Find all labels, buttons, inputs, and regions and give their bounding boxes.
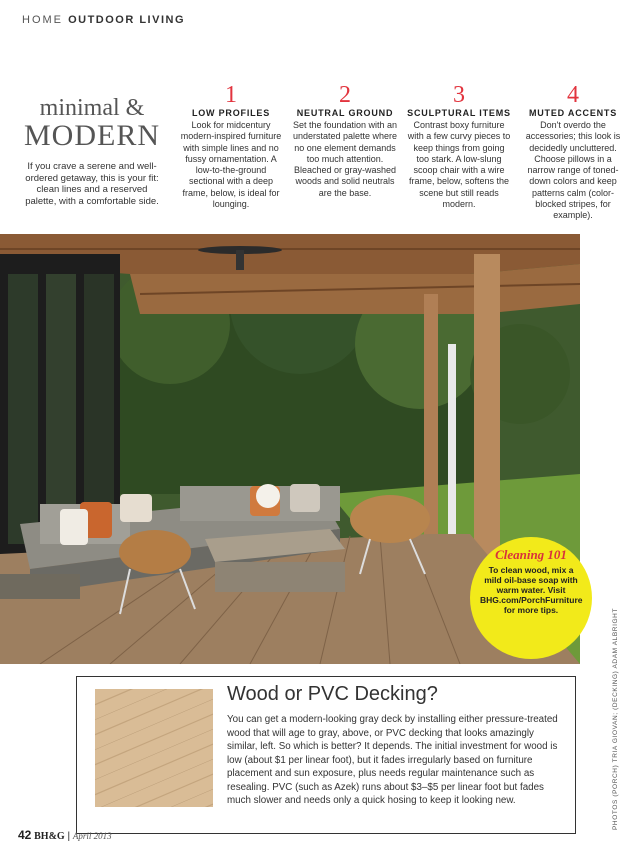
tip-number: 4 [567,82,579,108]
tip-body: Don't overdo the accessories; this look is decidedly uncluttered. Choose pillows in a narrow range of toned-down colors and keep patterns calm (color-blocked stripes, for example). [525,120,621,221]
header-prefix: HOME [22,14,63,26]
decking-swatch-image [95,689,213,807]
tip-4 [516,84,630,222]
intro-title-line1: minimal & [39,95,145,121]
intro-block [22,96,162,207]
tip-number: 1 [225,82,237,108]
intro-body: If you crave a serene and well-ordered getaway, this is your fit: clean lines and a reserved palette, with a comfortable side. [25,161,159,207]
header-section: OUTDOOR LIVING [68,14,186,26]
tip-body: Set the foundation with an understated palette where no one element demands too much attention. Bleached or gray-washed woods and solid neutrals are the base. [292,120,398,198]
photo-credit: PHOTOS (PORCH) TRIA GIOVAN; (DECKING) ADAM ALBRIGHT [612,607,619,830]
tip-body: Contrast boxy furniture with a few curvy pieces to keep things from going too stark. A low-slung scoop chair with a wire frame, below, softens the scene but still reads modern. [407,120,511,210]
tip-heading: SCULPTURAL ITEMS [407,108,511,118]
issue-date: April 2013 [72,831,112,841]
tip-number: 2 [339,82,351,108]
tips-row [174,84,630,222]
tip-3 [402,84,516,222]
intro-title-line2: MODERN [23,119,160,152]
page-number: 42 [18,828,32,842]
tip-heading: NEUTRAL GROUND [296,108,394,118]
tip-1 [174,84,288,222]
decking-sidebar [76,676,576,834]
magazine-name: BH&G [34,831,65,842]
badge-title: Cleaning 101 [495,547,567,562]
tip-heading: MUTED ACCENTS [528,108,618,118]
page-footer [18,828,112,842]
tip-body: Look for midcentury modern-inspired furniture with simple lines and no fussy ornamentation. A low-to-the-ground sectional with a deep frame, below, is ideal for lounging. [180,120,282,210]
tip-2 [288,84,402,222]
footer-separator: | [67,831,71,842]
sidebar-title: Wood or PVC Decking? [227,683,438,705]
page-header [22,14,185,26]
cleaning-tip-badge [470,537,592,659]
sidebar-body: You can get a modern-looking gray deck by installing either pressure-treated wood that will age to gray, above, or PVC decking that looks amazingly similar, left. So which is better? It depends. The initial investment for wood is low (about $1 per linear foot), but it fades irregularly based on furniture placement and sun exposure, plus needs regular maintenance such as resealing. PVC (such as Azek) runs about $3–$5 per linear foot but fades much slower and needs only a quick hosing to keep it looking new. [227,714,558,806]
tip-number: 3 [453,82,465,108]
tip-heading: LOW PROFILES [191,108,271,118]
badge-body: To clean wood, mix a mild oil-base soap with warm water. Visit BHG.com/PorchFurniture for more tips. [480,565,583,615]
